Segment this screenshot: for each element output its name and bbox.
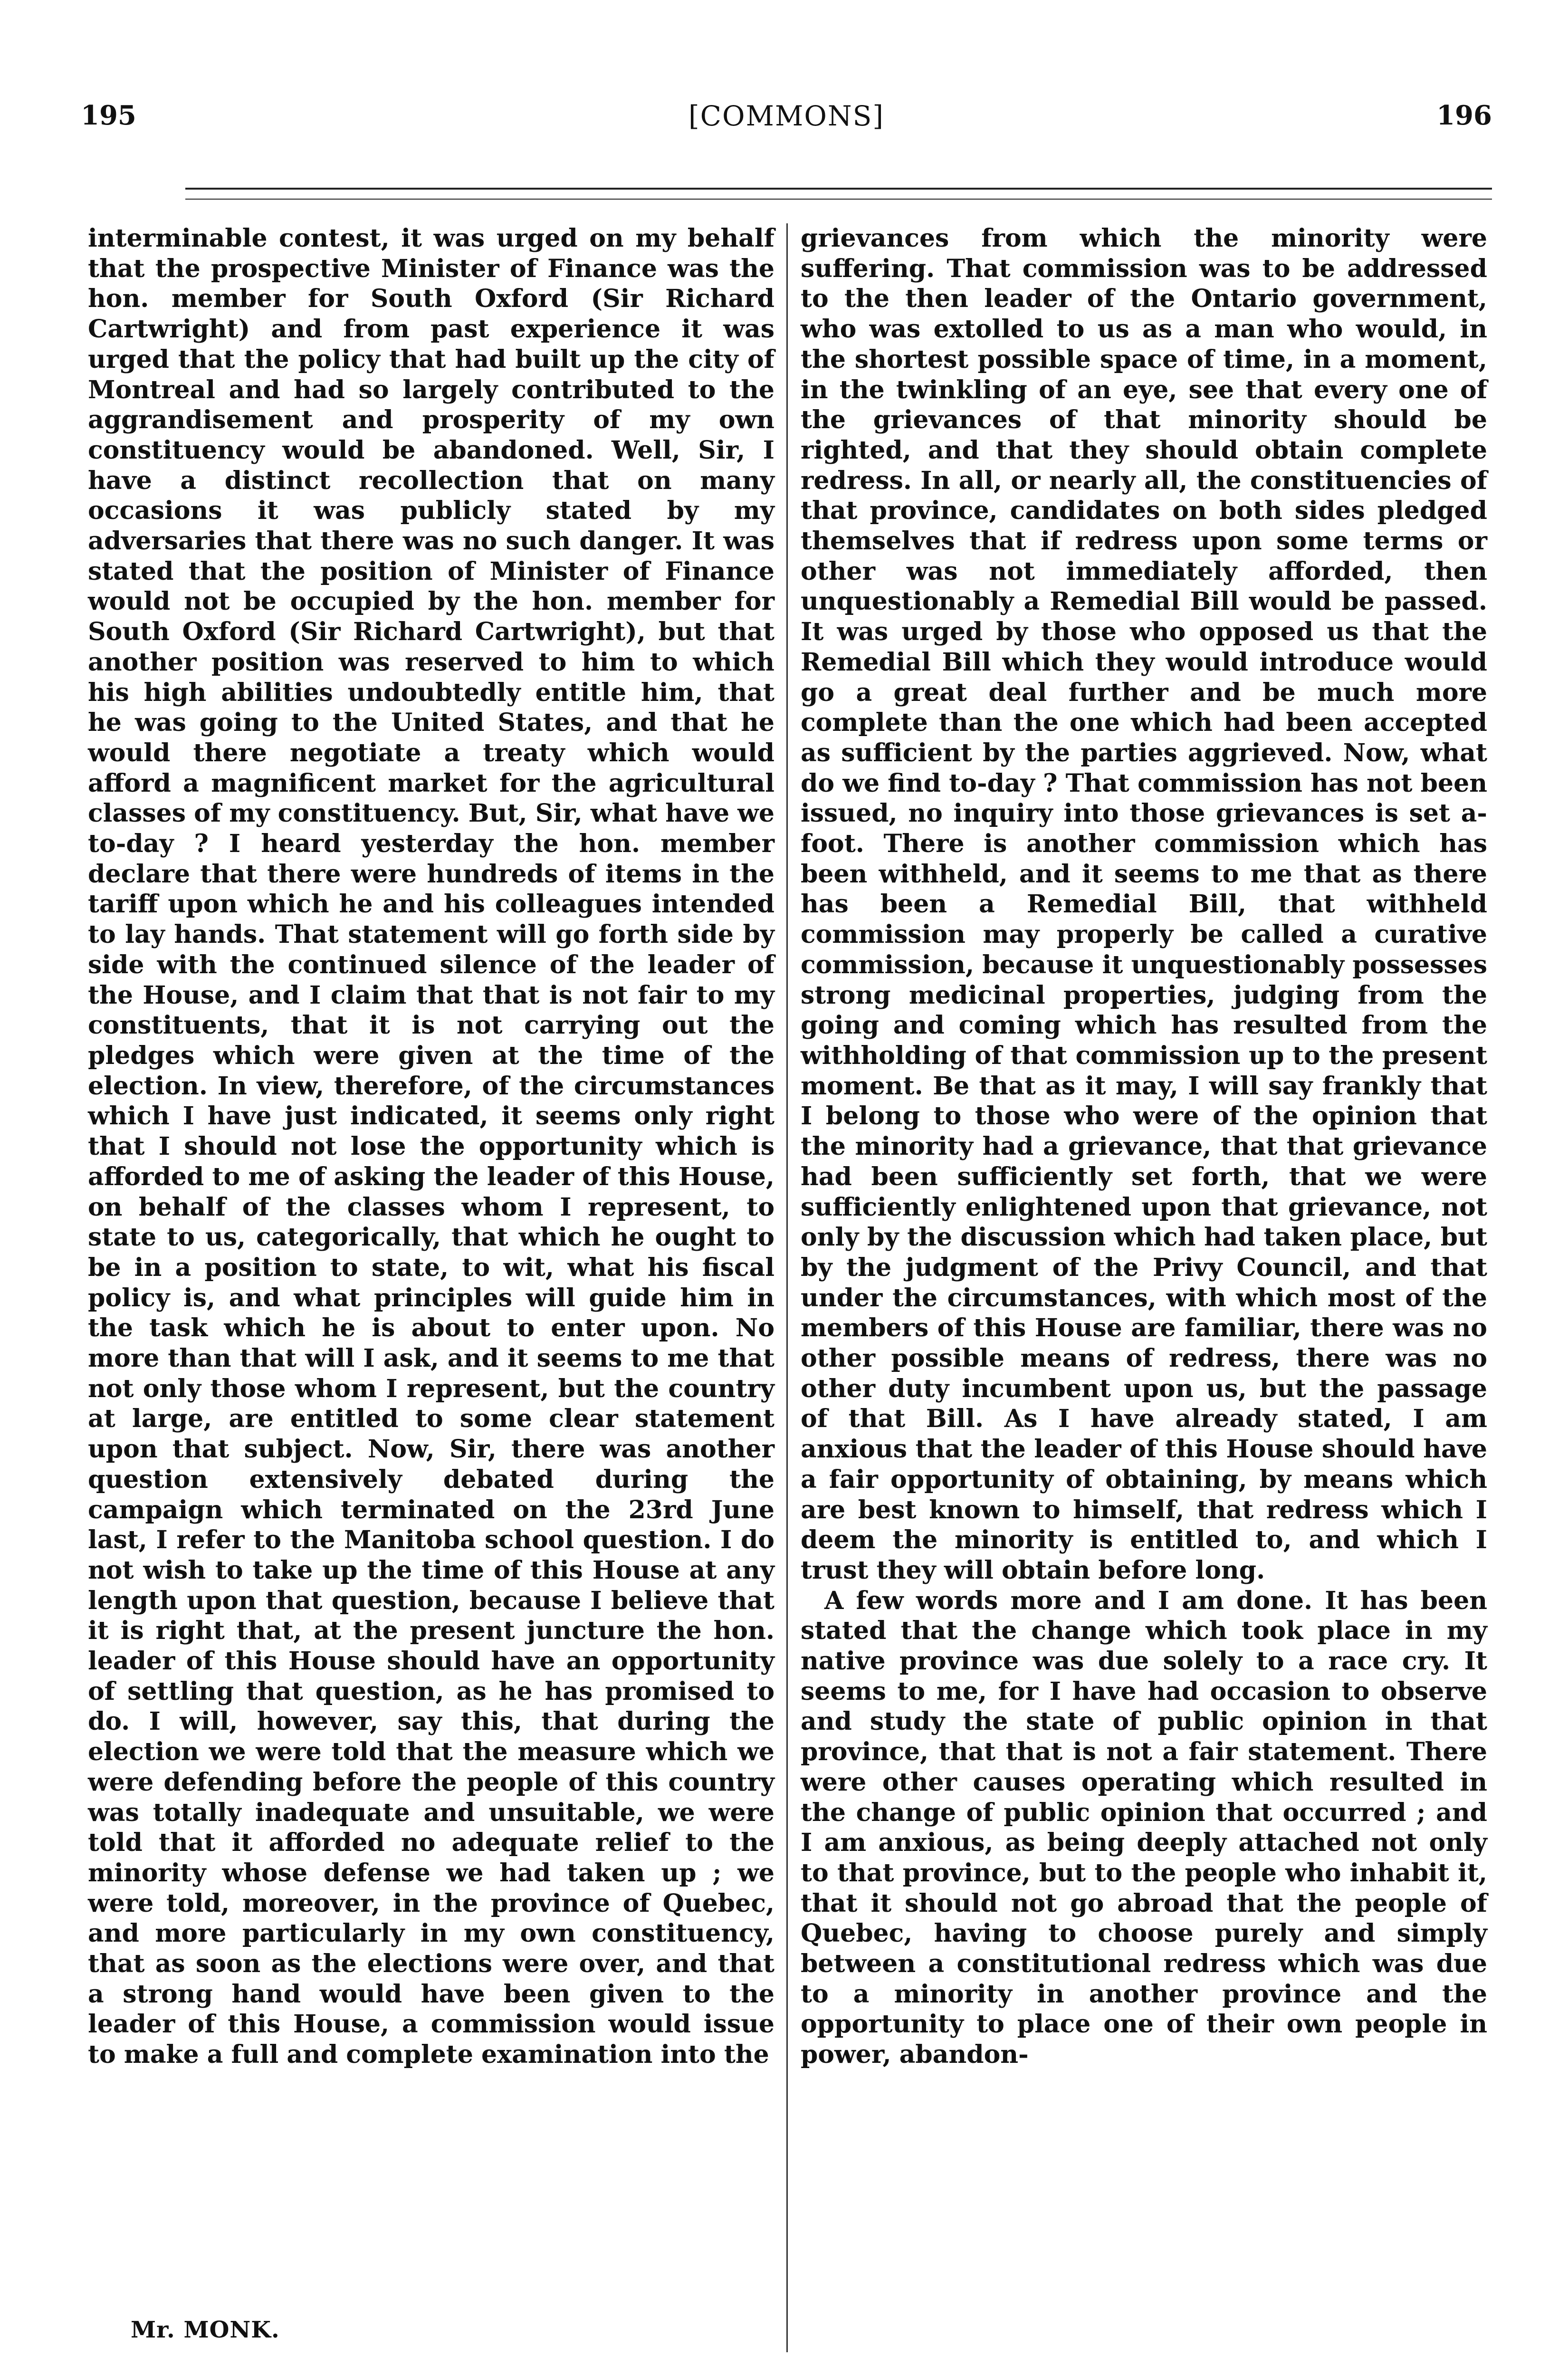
right-column-paragraph-1: grievances from which the minority were suffering. That commission was to be addressed to the then leader of the Ontario government, who was extolled to us as a man who would, in the shortest possible space of time, in a moment, in the twinkling of an eye, see that every one of the grievances of that minority should be righted, and that they should obtain complete redress. In all, or nearly all, the constituencies of that province, candidates on both sides pledged themselves that if redress upon some terms or other was not immediately afforded, then unquestionably a Remedial Bill would be passed. It was urged by those who opposed us that the Remedial Bill which they would introduce would go a great deal further and be much more complete than the one which had been accepted as sufficient by the parties aggrieved. Now, what do we find to-day ? That commission has not been issued, no inquiry into those grievances is set a-foot. There is another commission which has been withheld, and it seems to me that as there has been a Remedial Bill, that withheld commission may properly be called a curative commission, because it unquestionably possesses strong medicinal properties, judging from the going and coming which has resulted from the withholding of that commission up to the present moment. Be that as it may, I will say frankly that I belong to those who were of the opinion that the minority had a grievance, that that grievance had been sufficiently set forth, that we were sufficiently enlightened upon that grievance, not only by the discussion which had taken place, but by the judgment of the Privy Council, and that under the circumstances, with which most of the members of this House are familiar, there was no other possible means of redress, there was no other duty incumbent upon us, but the passage of that Bill. As I have already stated, I am anxious that the leader of this House should have a fair opportunity of obtaining, by means which are best known to himself, that redress which I deem the minority is entitled to, and which I trust they will obtain before long. — [801, 224, 1487, 1585]
header-rule — [185, 188, 1492, 190]
left-column-text: interminable contest, it was urged on my behalf that the prospective Minister of Finance was the hon. member for South Oxford (Sir Richard Cartwright) and from past experience it was urged that the policy that had built up the city of Montreal and had so largely contributed to the aggrandisement and prosperity of my own constituency would be abandoned. Well, Sir, I have a distinct recollection that on many occasions it was publicly stated by my adversaries that there was no such danger. It was stated that the position of Minister of Finance would not be occupied by the hon. member for South Oxford (Sir Richard Cartwright), but that another position was reserved to him to which his high abilities undoubtedly entitle him, that he was going to the United States, and that he would there negotiate a treaty which would afford a magnificent market for the agricultural classes of my constituency. But, Sir, what have we to-day ? I heard yesterday the hon. member declare that there were hundreds of items in the tariff upon which he and his colleagues intended to lay hands. That statement will go forth side by side with the continued silence of the leader of the House, and I claim that that is not fair to my constituents, that it is not carrying out the pledges which were given at the time of the election. In view, therefore, of the circumstances which I have just indicated, it seems only right that I should not lose the opportunity which is afforded to me of asking the leader of this House, on behalf of the classes whom I represent, to state to us, categorically, that which he ought to be in a position to state, to wit, what his fiscal policy is, and what principles will guide him in the task which he is about to enter upon. No more than that will I ask, and it seems to me that not only those whom I represent, but the country at large, are entitled to some clear statement upon that subject. Now, Sir, there was another question extensively debated during the campaign which terminated on the 23rd June last, I refer to the Manitoba school question. I do not wish to take up the time of this House at any length upon that question, because I believe that it is right that, at the present juncture the hon. leader of this House should have an opportunity of settling that question, as he has promised to do. I will, however, say this, that during the election we were told that the measure which we were defending before the people of this country was totally inadequate and unsuitable, we were told that it afforded no adequate relief to the minority whose defense we had taken up ; we were told, moreover, in the province of Quebec, and more particularly in my own constituency, that as soon as the elections were over, and that a strong hand would have been given to the leader of this House, a commission would issue to make a full and complete examination into the — [88, 224, 774, 2069]
running-head: [COMMONS] — [688, 100, 884, 132]
page-number-left: 195 — [81, 100, 136, 131]
right-column-paragraph-2: A few words more and I am done. It has been stated that the change which took place in my native province was due solely to a race cry. It seems to me, for I have had occasion to observe and study the state of public opinion in that province, that that is not a fair statement. There were other causes operating which resulted in the change of public opinion that occurred ; and I am anxious, as being deeply attached not only to that province, but to the people who inhabit it, that it should not go abroad that the people of Quebec, having to choose purely and simply between a constitutional redress which was due to a minority in another province and the opportunity to place one of their own people in power, abandon- — [801, 1586, 1487, 2069]
page-number-right: 196 — [1436, 100, 1492, 131]
speaker-name: Mr. MONK. — [131, 2317, 280, 2343]
header-rule-thin — [185, 199, 1492, 200]
column-divider — [786, 223, 788, 2352]
page-header — [81, 100, 1492, 143]
right-column — [801, 223, 1487, 2070]
left-column — [88, 223, 774, 2070]
text-columns — [88, 223, 1487, 2290]
